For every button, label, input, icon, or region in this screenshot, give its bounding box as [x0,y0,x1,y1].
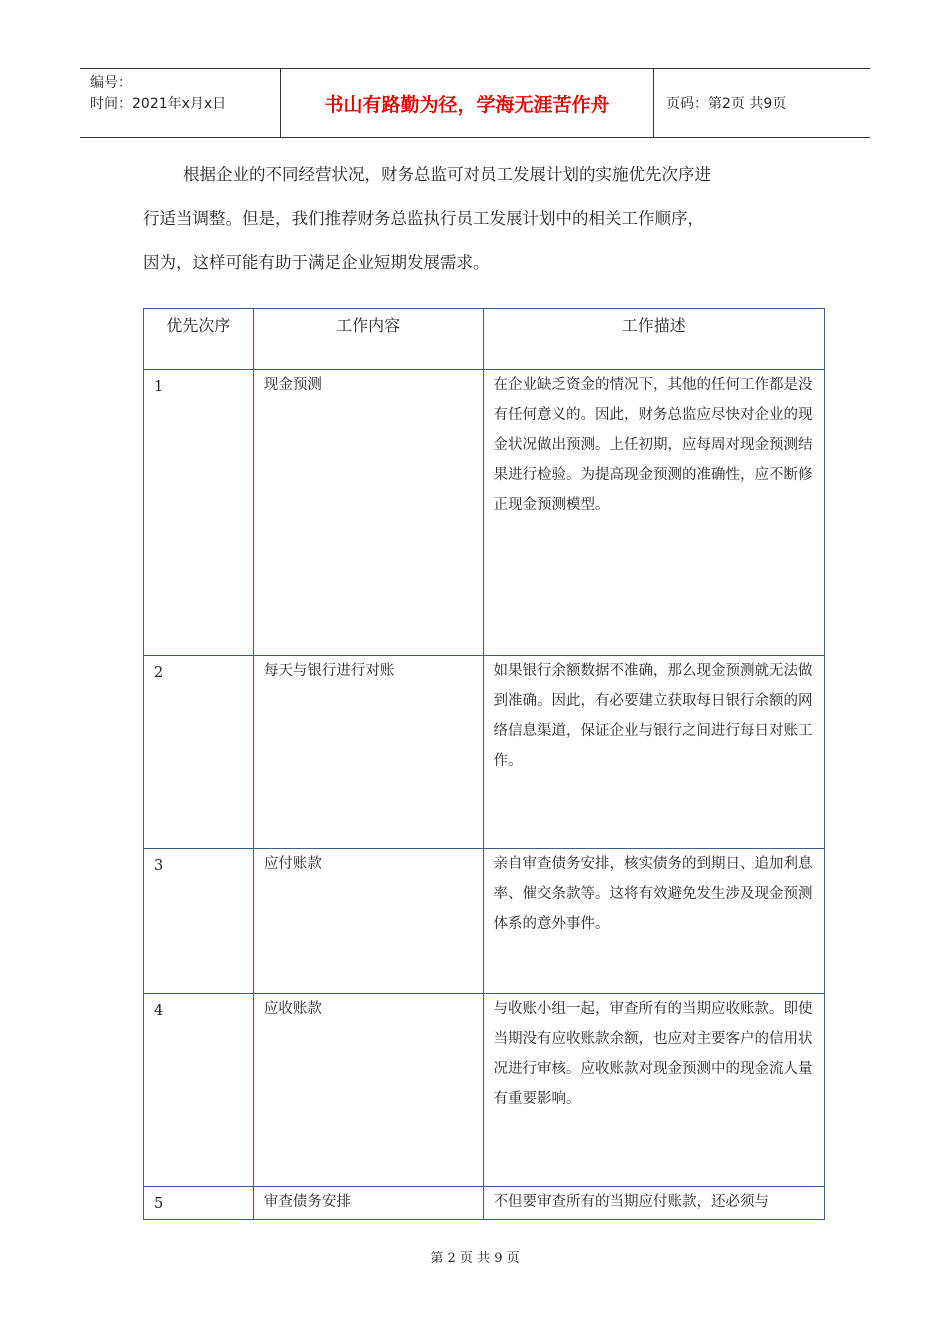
row-order: 3 [144,849,254,994]
header-description: 工作描述 [483,309,825,370]
row-order: 2 [144,656,254,849]
table-header-row [144,309,825,370]
table-row [144,370,825,656]
row-task: 审查债务安排 [253,1187,483,1220]
number-label: 编号： [90,75,132,91]
page-footer: 第 2 页 共 9 页 [430,1251,520,1266]
row-description: 在企业缺乏资金的情况下，其他的任何工作都是没有任何意义的。因此，财务总监应尽快对企业的现金状况做出预测。上任初期，应每周对现金预测结果进行检验。为提高现金预测的准确性，应不断修正现金预测模型。 [483,370,825,656]
header-motto: 书山有路勤为径，学海无涯苦作舟 [281,69,654,137]
table-row [144,1187,825,1220]
intro-line: 行适当调整。但是，我们推荐财务总监执行员工发展计划中的相关工作顺序， [143,209,704,228]
intro-line: 根据企业的不同经营状况，财务总监可对员工发展计划的实施优先次序进 [183,165,711,184]
row-order: 1 [144,370,254,656]
table-row [144,656,825,849]
header-page-code: 页码：第2页 共9页 [666,96,787,112]
row-order: 4 [144,994,254,1187]
row-task: 应付账款 [253,849,483,994]
time-label: 时间：2021年x月x日 [90,96,227,112]
header-task: 工作内容 [253,309,483,370]
header-meta [80,69,281,137]
row-task: 现金预测 [253,370,483,656]
row-description: 亲自审查债务安排，核实债务的到期日、追加利息率、催交条款等。这将有效避免发生涉及现金预测体系的意外事件。 [483,849,825,994]
table-row [144,849,825,994]
row-description: 如果银行余额数据不准确，那么现金预测就无法做到准确。因此，有必要建立获取每日银行余额的网络信息渠道，保证企业与银行之间进行每日对账工作。 [483,656,825,849]
priority-table [143,308,825,1220]
row-task: 应收账款 [253,994,483,1187]
row-description: 与收账小组一起，审查所有的当期应收账款。即使当期没有应收账款余额，也应对主要客户的信用状况进行审核。应收账款对现金预测中的现金流人量有重要影响。 [483,994,825,1187]
row-order: 5 [144,1187,254,1220]
intro-paragraph [143,153,823,285]
row-description: 不但要审查所有的当期应付账款，还必须与 [483,1187,825,1220]
header-order: 优先次序 [144,309,254,370]
document-header [80,68,870,138]
row-task: 每天与银行进行对账 [253,656,483,849]
intro-line: 因为，这样可能有助于满足企业短期发展需求。 [143,253,490,272]
table-row [144,994,825,1187]
